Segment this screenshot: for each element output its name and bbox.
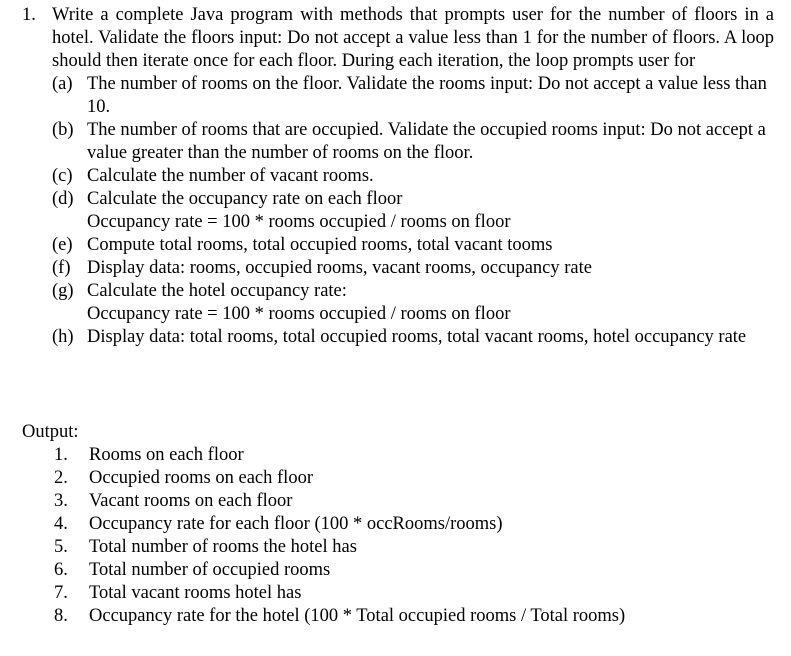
subitem-g (52, 280, 774, 326)
output-item-text: Total number of rooms the hotel has (89, 537, 357, 557)
output-item (22, 513, 762, 536)
output-item (22, 536, 762, 559)
output-item-number: 5. (54, 537, 68, 557)
subitem-formula: Occupancy rate = 100 * rooms occupied / rooms on floor (87, 304, 511, 324)
subitem-label: (d) (52, 189, 74, 209)
output-item (22, 559, 762, 582)
output-item (22, 490, 762, 513)
output-title: Output: (22, 422, 79, 442)
output-list (22, 444, 762, 628)
output-item-text: Occupancy rate for each floor (100 * occRooms/rooms) (89, 514, 503, 534)
question-number: 1. (22, 5, 36, 25)
subitem-label: (h) (52, 327, 74, 347)
output-item-number: 7. (54, 583, 68, 603)
subitem-label: (c) (52, 166, 73, 186)
subitem-label: (a) (52, 74, 73, 94)
subitem-text: Calculate the hotel occupancy rate: (87, 281, 347, 301)
subitem-text: The number of rooms on the floor. Validate the rooms input: Do not accept a value less than 10. (87, 74, 767, 117)
output-section (22, 421, 762, 628)
subitem-e (52, 234, 774, 257)
subitem-formula: Occupancy rate = 100 * rooms occupied / rooms on floor (87, 212, 511, 232)
subitem-label: (g) (52, 281, 74, 301)
subitem-text: Compute total rooms, total occupied rooms, total vacant tooms (87, 235, 553, 255)
subitem-text: Calculate the number of vacant rooms. (87, 166, 374, 186)
output-item-text: Total vacant rooms hotel has (89, 583, 302, 603)
output-item-number: 1. (54, 445, 68, 465)
subitem-c (52, 165, 774, 188)
subitem-text: Calculate the occupancy rate on each floor (87, 189, 403, 209)
output-item (22, 582, 762, 605)
subitem-text: Display data: total rooms, total occupied rooms, total vacant rooms, hotel occupancy rate (87, 327, 747, 347)
subitem-b (52, 119, 774, 165)
output-item (22, 444, 762, 467)
subitem-label: (e) (52, 235, 73, 255)
subitem-f (52, 257, 774, 280)
output-item-number: 4. (54, 514, 68, 534)
output-item-text: Occupancy rate for the hotel (100 * Total occupied rooms / Total rooms) (89, 606, 626, 626)
output-item (22, 467, 762, 490)
question-intro: Write a complete Java program with methods that prompts user for the number of floors in a hotel. Validate the floors input: Do not accept a value less than 1 for the number of floors. A loop should then iterate once for each floor. During each iteration, the loop prompts user for (52, 5, 774, 71)
output-item-text: Vacant rooms on each floor (89, 491, 293, 511)
output-item (22, 605, 762, 628)
subitem-text: The number of rooms that are occupied. Validate the occupied rooms input: Do not accept a value greater than the number of rooms on the floor. (87, 120, 766, 163)
output-item-text: Rooms on each floor (89, 445, 244, 465)
subitem-text: Display data: rooms, occupied rooms, vacant rooms, occupancy rate (87, 258, 592, 278)
output-item-number: 3. (54, 491, 68, 511)
output-item-text: Total number of occupied rooms (89, 560, 331, 580)
subitem-d (52, 188, 774, 234)
output-item-text: Occupied rooms on each floor (89, 468, 313, 488)
output-item-number: 6. (54, 560, 68, 580)
question-body (52, 4, 774, 349)
subitem-h (52, 326, 774, 349)
output-item-number: 8. (54, 606, 68, 626)
output-item-number: 2. (54, 468, 68, 488)
subitem-label: (b) (52, 120, 74, 140)
subitem-label: (f) (52, 258, 71, 278)
subitem-a (52, 73, 774, 119)
